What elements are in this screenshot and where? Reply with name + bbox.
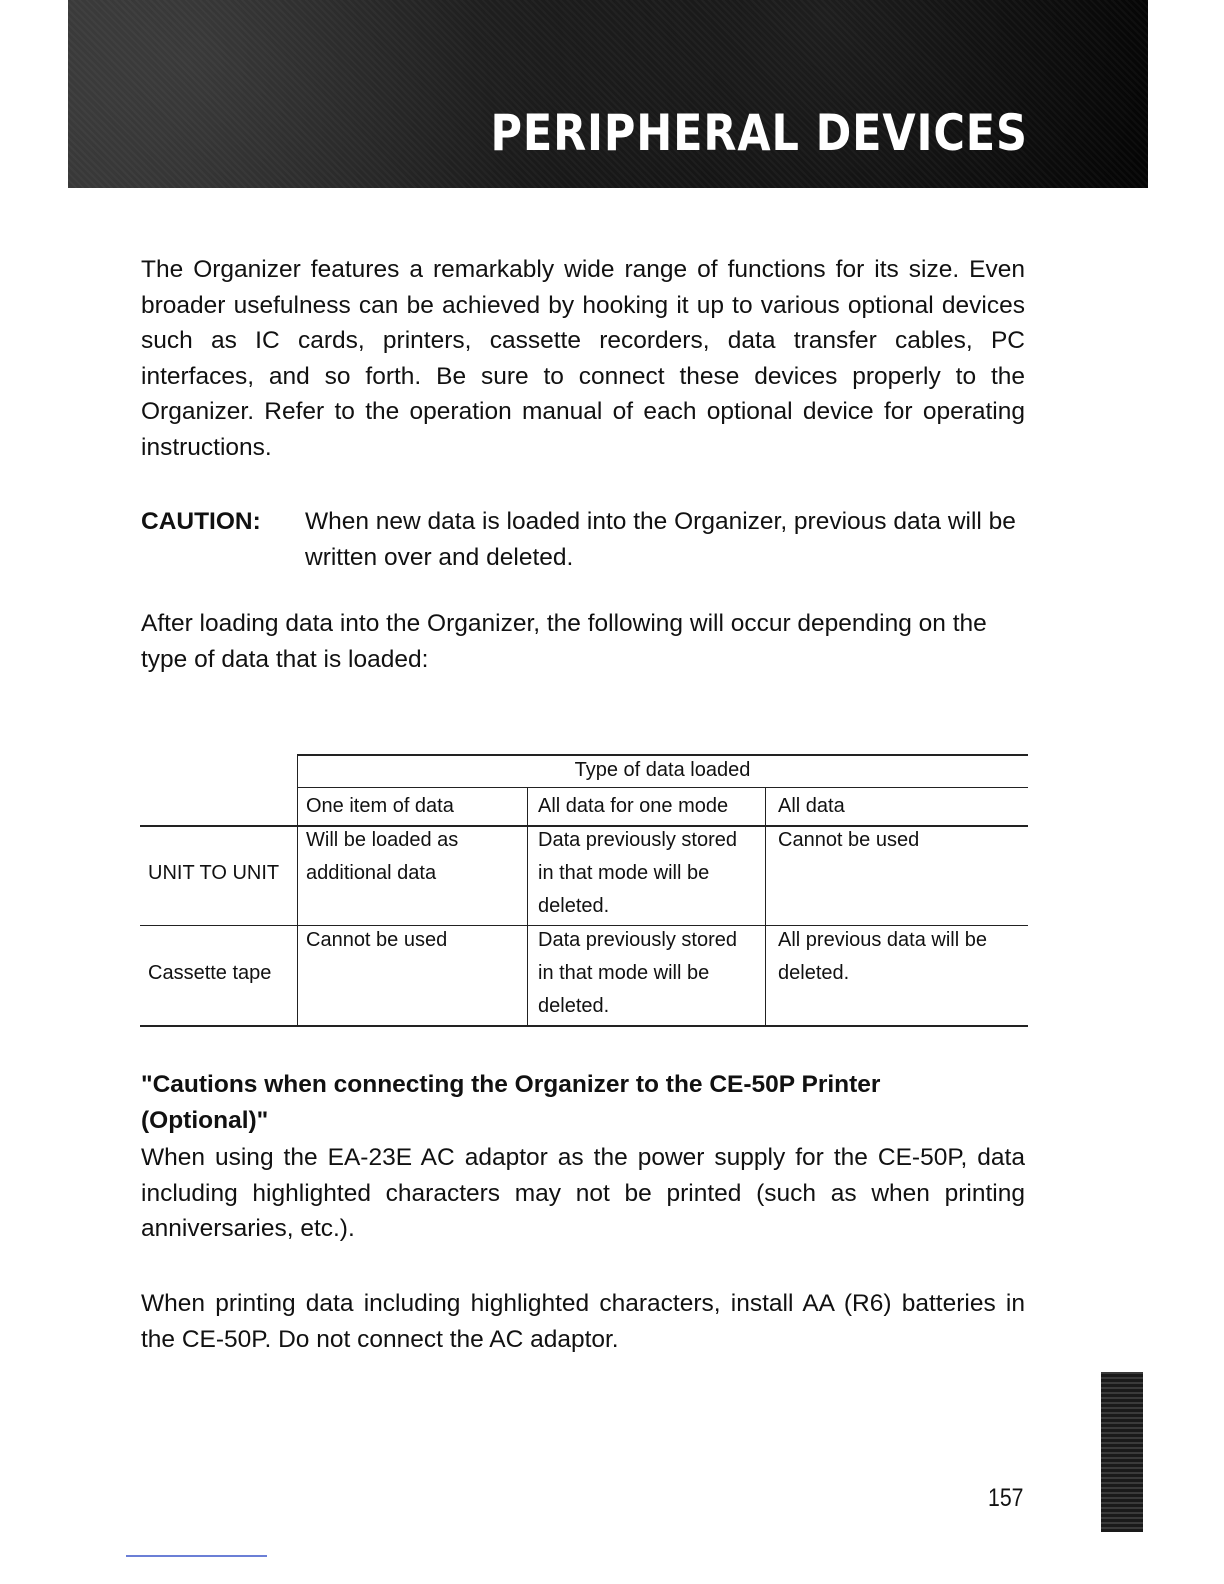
bottom-underline-mark xyxy=(126,1555,267,1557)
data-loading-table xyxy=(140,754,1028,1027)
cautions-heading-line: "Cautions when connecting the Organizer to the CE-50P Printer xyxy=(141,1071,881,1098)
table-cell: Cannot be used xyxy=(306,929,448,951)
printing-note-paragraph: When printing data including highlighted characters, install AA (R6) batteries in the CE-50P. Do not connect the AC adaptor. xyxy=(141,1290,1025,1353)
chapter-title: PERIPHERAL DEVICES xyxy=(490,104,1028,162)
table-column-header: All data xyxy=(778,795,845,817)
caution-label: CAUTION: xyxy=(141,508,261,535)
table-cell: deleted. xyxy=(538,895,610,917)
table-row-label: Cassette tape xyxy=(148,962,272,984)
table-cell: deleted. xyxy=(538,995,610,1017)
table-cell: deleted. xyxy=(778,962,850,984)
caution-text: When new data is loaded into the Organizer, previous data will be written over and deleted. xyxy=(305,508,1016,571)
after-loading-paragraph: After loading data into the Organizer, the following will occur depending on the type of data that is loaded: xyxy=(141,610,987,673)
table-cell: additional data xyxy=(306,862,437,884)
table-cell: Data previously stored xyxy=(538,929,737,951)
table-col-divider-1 xyxy=(297,754,298,1027)
chapter-thumb-tab xyxy=(1101,1372,1143,1532)
table-column-header: One item of data xyxy=(306,795,454,817)
table-group-header: Type of data loaded xyxy=(574,759,751,781)
table-cell: in that mode will be xyxy=(538,962,710,984)
table-cell: in that mode will be xyxy=(538,862,710,884)
chapter-header-band xyxy=(68,0,1148,188)
table-header-rule xyxy=(297,787,1028,788)
table-column-header: All data for one mode xyxy=(538,795,729,817)
cautions-heading xyxy=(141,1067,1041,1139)
cautions-heading-line: (Optional)" xyxy=(141,1107,269,1134)
table-col-divider-3 xyxy=(765,788,766,1027)
page-number: 157 xyxy=(988,1484,1024,1512)
table-cell: Will be loaded as xyxy=(306,829,459,851)
table-row-label: UNIT TO UNIT xyxy=(148,862,280,884)
cautions-body-paragraph: When using the EA-23E AC adaptor as the power supply for the CE-50P, data including highlighted characters may not be printed (such as when printing anniversaries, etc.). xyxy=(141,1144,1025,1242)
intro-paragraph: The Organizer features a remarkably wide range of functions for its size. Even broader usefulness can be achieved by hooking it up to various optional devices such as IC cards, printers, cassette recorders, data transfer cables, PC interfaces, and so forth. Be sure to connect these devices properly to the Organizer. Refer to the operation manual of each optional device for operating instructions. xyxy=(141,256,1025,461)
table-cell: Cannot be used xyxy=(778,829,920,851)
table-cell: Data previously stored xyxy=(538,829,737,851)
table-col-divider-2 xyxy=(527,788,528,1027)
table-bottom-rule xyxy=(140,1025,1028,1027)
table-cell: All previous data will be xyxy=(778,929,987,951)
